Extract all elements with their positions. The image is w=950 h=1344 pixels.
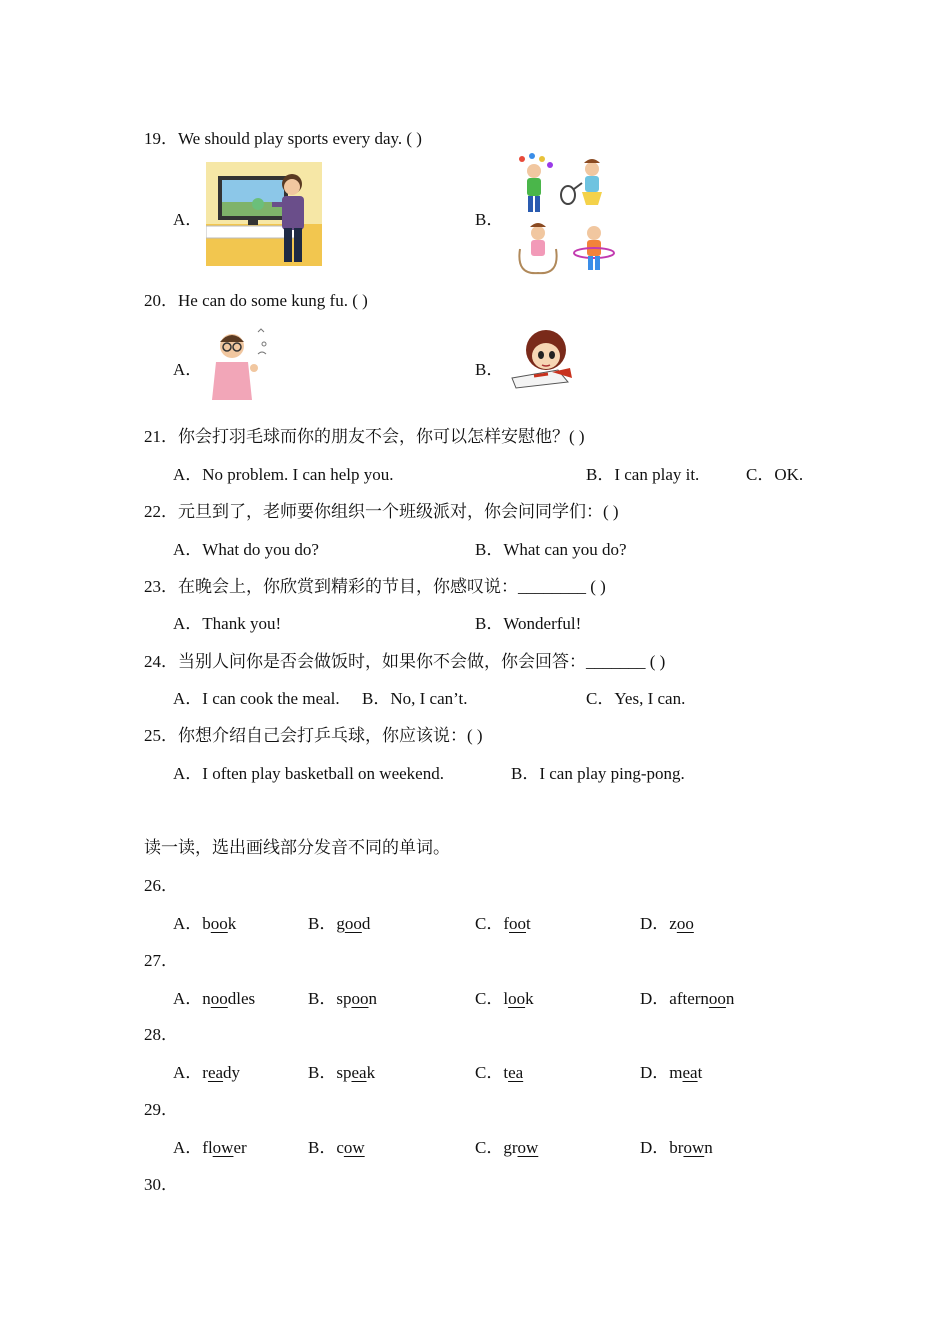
option-label: D． <box>640 989 670 1008</box>
question-27-number: 27． <box>144 951 178 970</box>
question-26-option-b[interactable] <box>308 909 370 934</box>
underlined-letters: oo <box>508 989 526 1008</box>
question-30-number: 30． <box>144 1175 178 1194</box>
word-prefix: br <box>669 1138 684 1157</box>
word-prefix: r <box>202 1063 208 1082</box>
underlined-letters: ea <box>351 1063 367 1082</box>
option-label: C． <box>475 1063 504 1082</box>
question-26-option-a[interactable] <box>173 909 236 934</box>
question-29-option-d[interactable] <box>640 1133 713 1158</box>
question-19-stem: 19．We should play sports every day. ( ) <box>144 129 422 148</box>
question-26-option-c[interactable] <box>475 909 531 934</box>
word-prefix: gr <box>503 1138 518 1157</box>
underlined-letters: ea <box>682 1063 698 1082</box>
question-25-option-b[interactable]: B．I can play ping-pong. <box>511 764 685 783</box>
question-24-option-a[interactable]: A．I can cook the meal. <box>173 689 340 708</box>
question-26-option-d[interactable] <box>640 909 694 934</box>
option-label: B． <box>308 914 337 933</box>
underlined-letters: ow <box>212 1138 234 1157</box>
question-27-option-b[interactable] <box>308 984 377 1009</box>
question-23-option-b[interactable]: B．Wonderful! <box>475 614 582 633</box>
question-21-option-c[interactable]: C．OK. <box>746 465 804 484</box>
question-26-number: 26． <box>144 876 178 895</box>
option-label: D． <box>640 1138 670 1157</box>
option-label: C． <box>475 1138 504 1157</box>
option-label: C． <box>475 914 504 933</box>
word-prefix: b <box>202 914 211 933</box>
question-24-option-c[interactable]: C．Yes, I can. <box>586 689 686 708</box>
question-20-stem: 20．He can do some kung fu. ( ) <box>144 291 368 310</box>
word-prefix: sp <box>336 1063 352 1082</box>
underlined-letters: ea <box>207 1063 224 1082</box>
word-prefix: l <box>503 989 509 1008</box>
word-prefix: c <box>336 1138 344 1157</box>
question-23-option-a[interactable]: A．Thank you! <box>173 614 282 633</box>
question-28-option-d[interactable] <box>640 1058 702 1083</box>
question-19-option-b-label[interactable]: B． <box>475 210 504 229</box>
word-prefix: aftern <box>669 989 709 1008</box>
word-suffix: n <box>704 1138 713 1157</box>
option-label: D． <box>640 914 670 933</box>
question-21-stem: 21．你会打羽毛球而你的朋友不会，你可以怎样安慰他？( ) <box>144 427 585 446</box>
word-prefix: t <box>503 1063 509 1082</box>
underlined-letters: oo <box>351 989 369 1008</box>
word-prefix: n <box>202 989 211 1008</box>
option-label: C． <box>475 989 504 1008</box>
question-29-option-a[interactable] <box>173 1133 247 1158</box>
word-suffix: t <box>697 1063 703 1082</box>
word-suffix: k <box>227 914 237 933</box>
word-suffix: er <box>233 1138 247 1157</box>
question-28-number: 28． <box>144 1025 178 1044</box>
underlined-letters: oo <box>708 989 726 1008</box>
question-27-option-c[interactable] <box>475 984 534 1009</box>
question-28-option-a[interactable] <box>173 1058 240 1083</box>
question-22-stem: 22．元旦到了，老师要你组织一个班级派对，你会问同学们：( ) <box>144 502 619 521</box>
question-25-stem: 25．你想介绍自己会打乒乓球，你应该说：( ) <box>144 726 483 745</box>
underlined-letters: ea <box>508 1063 524 1082</box>
underlined-letters: oo <box>676 914 694 933</box>
question-29-number: 29． <box>144 1100 178 1119</box>
option-label: B． <box>308 1138 337 1157</box>
boy-watching-tv-image <box>206 162 322 266</box>
question-29-option-c[interactable] <box>475 1133 538 1158</box>
underlined-letters: oo <box>344 914 362 933</box>
word-prefix: f <box>503 914 510 933</box>
option-label: B． <box>308 1063 337 1082</box>
question-20-option-a-label[interactable]: A． <box>173 360 203 379</box>
question-29-option-b[interactable] <box>308 1133 365 1158</box>
question-19-option-a-label[interactable]: A． <box>173 210 203 229</box>
question-23-stem: 23．在晚会上，你欣赏到精彩的节目，你感叹说：________ ( ) <box>144 577 606 596</box>
word-suffix: k <box>366 1063 376 1082</box>
question-21-option-b[interactable]: B．I can play it. <box>586 465 700 484</box>
word-suffix: t <box>526 914 531 933</box>
teacher-with-letters-image <box>206 328 272 400</box>
option-label: A． <box>173 1138 203 1157</box>
word-prefix: sp <box>336 989 352 1008</box>
question-22-option-b[interactable]: B．What can you do? <box>475 540 627 559</box>
underlined-letters: ow <box>343 1138 365 1157</box>
underlined-letters: ow <box>683 1138 705 1157</box>
underlined-letters: ow <box>517 1138 539 1157</box>
question-22-option-a[interactable]: A．What do you do? <box>173 540 319 559</box>
word-suffix: n <box>725 989 735 1008</box>
question-28-option-c[interactable] <box>475 1058 523 1083</box>
question-25-option-a[interactable]: A．I often play basketball on weekend. <box>173 764 444 783</box>
boy-doing-kung-fu-image <box>508 326 578 392</box>
word-prefix: z <box>669 914 677 933</box>
word-prefix: m <box>669 1063 683 1082</box>
option-label: B． <box>308 989 337 1008</box>
underlined-letters: oo <box>210 989 228 1008</box>
option-label: A． <box>173 989 203 1008</box>
option-label: A． <box>173 1063 203 1082</box>
section-instruction: 读一读，选出画线部分发音不同的单词。 <box>144 838 450 857</box>
underlined-letters: oo <box>210 914 228 933</box>
option-label: A． <box>173 914 203 933</box>
question-27-option-d[interactable] <box>640 984 734 1009</box>
word-suffix: dles <box>227 989 256 1008</box>
question-28-option-b[interactable] <box>308 1058 375 1083</box>
question-24-stem: 24．当别人问你是否会做饭时，如果你不会做，你会回答：_______ ( ) <box>144 652 666 671</box>
option-label: D． <box>640 1063 670 1082</box>
word-suffix: n <box>368 989 377 1008</box>
question-21-option-a[interactable]: A．No problem. I can help you. <box>173 465 394 484</box>
kids-playing-sports-image <box>508 153 618 277</box>
word-suffix: k <box>525 989 534 1008</box>
underlined-letters: oo <box>509 914 527 933</box>
word-prefix: fl <box>202 1138 213 1157</box>
word-suffix: d <box>361 914 371 933</box>
question-24-option-b[interactable]: B．No, I can’t. <box>362 689 468 708</box>
question-27-option-a[interactable] <box>173 984 255 1009</box>
word-prefix: g <box>336 914 345 933</box>
word-suffix: dy <box>223 1063 241 1082</box>
question-20-option-b-label[interactable]: B． <box>475 360 504 379</box>
